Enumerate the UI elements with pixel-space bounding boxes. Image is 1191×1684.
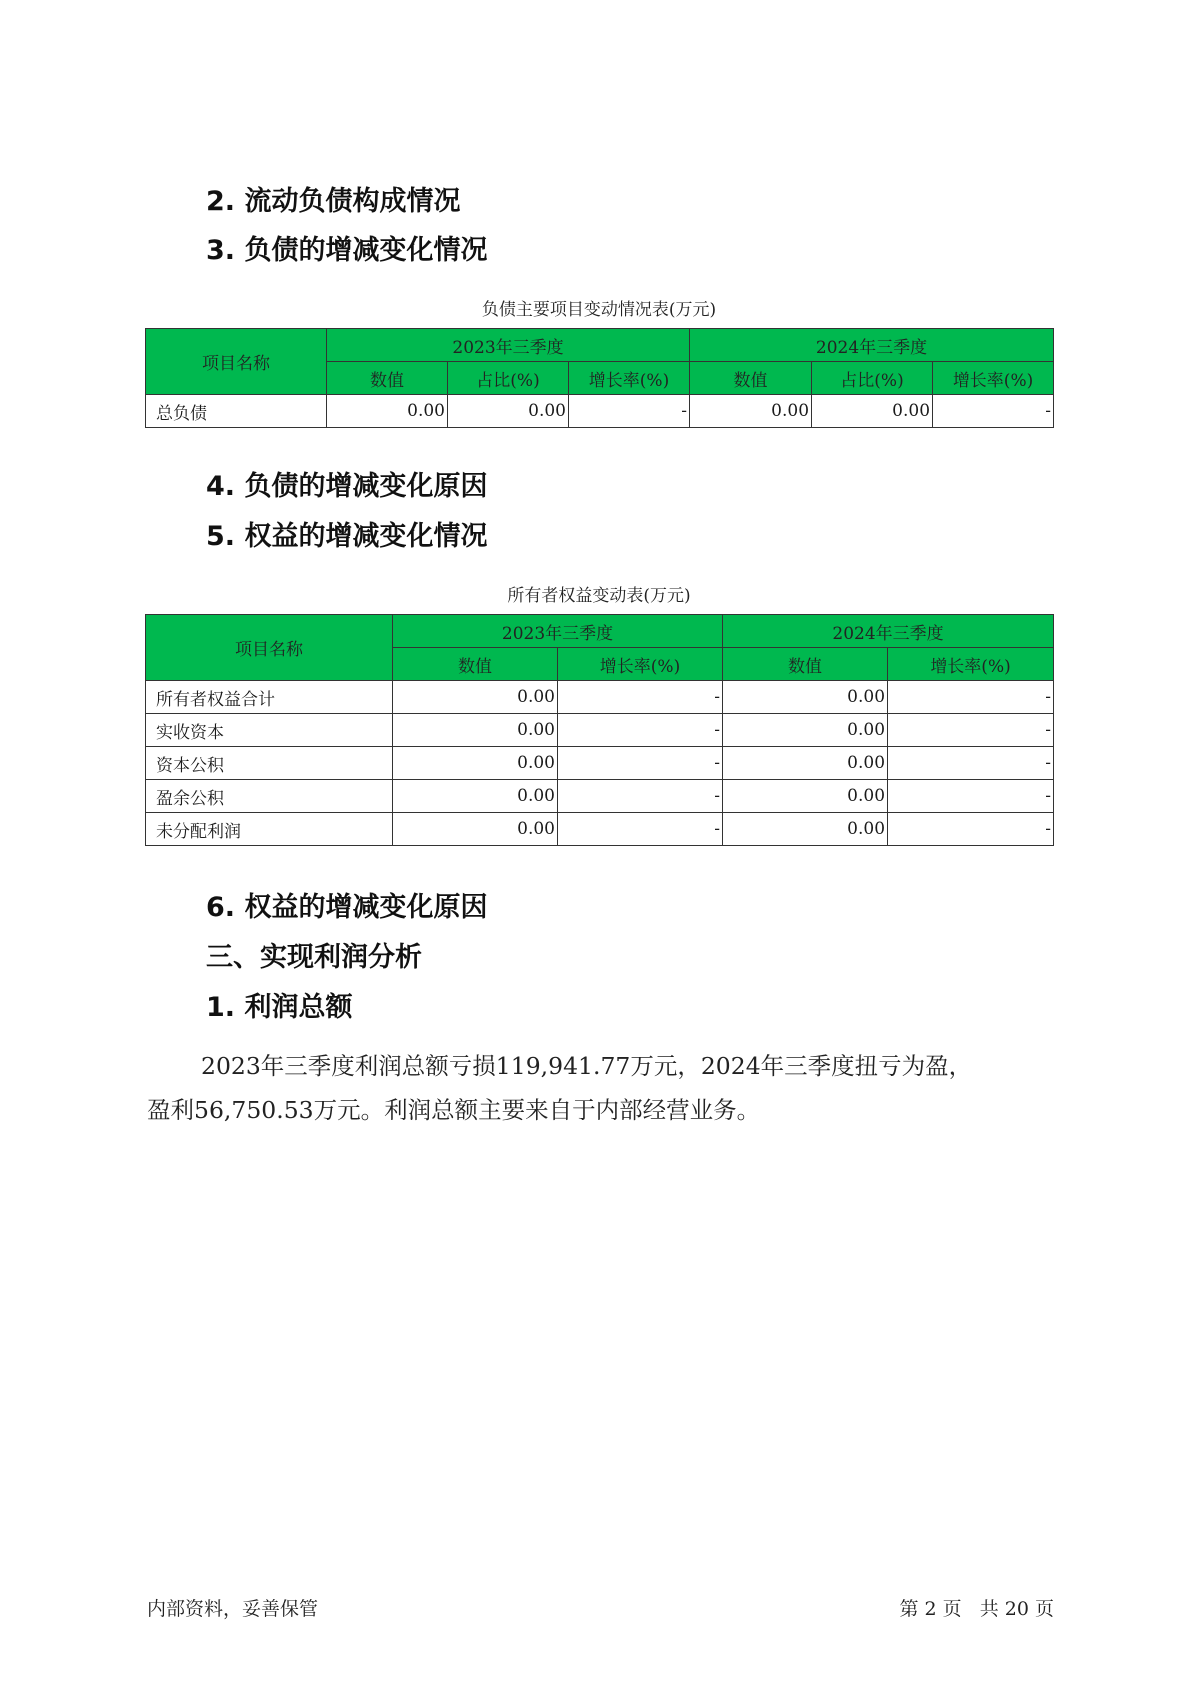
table-row	[146, 780, 1054, 813]
equity-table	[145, 614, 1054, 846]
table1-col-growth: 增长率(%)	[933, 362, 1054, 395]
table-row	[146, 813, 1054, 846]
heading-equity-changes: 5. 权益的增减变化情况	[206, 521, 488, 552]
row-name: 总负债	[146, 395, 327, 428]
row-name: 未分配利润	[146, 813, 393, 846]
cell-share: 0.00	[448, 395, 569, 428]
table-row	[146, 681, 1054, 714]
table-row	[146, 395, 1054, 428]
cell-value: 0.00	[393, 780, 558, 813]
cell-growth: -	[569, 395, 690, 428]
table1-header-period-2023: 2023年三季度	[327, 329, 690, 362]
row-name: 资本公积	[146, 747, 393, 780]
cell-value: 0.00	[393, 681, 558, 714]
table1-col-growth: 增长率(%)	[569, 362, 690, 395]
cell-growth: -	[888, 747, 1054, 780]
cell-value: 0.00	[393, 714, 558, 747]
heading-liability-reasons: 4. 负债的增减变化原因	[206, 471, 488, 502]
row-name: 实收资本	[146, 714, 393, 747]
cell-value: 0.00	[690, 395, 812, 428]
table-row	[146, 747, 1054, 780]
cell-value: 0.00	[723, 747, 888, 780]
table1-header-period-2024: 2024年三季度	[690, 329, 1054, 362]
cell-growth: -	[933, 395, 1054, 428]
table2-header-period-2023: 2023年三季度	[393, 615, 723, 648]
cell-share: 0.00	[812, 395, 933, 428]
cell-value: 0.00	[723, 780, 888, 813]
cell-growth: -	[888, 714, 1054, 747]
heading-profit-analysis: 三、实现利润分析	[206, 942, 422, 973]
cell-growth: -	[558, 780, 723, 813]
cell-growth: -	[888, 681, 1054, 714]
cell-growth: -	[558, 747, 723, 780]
table1-col-value: 数值	[690, 362, 812, 395]
table2-col-value: 数值	[393, 648, 558, 681]
table-row	[146, 714, 1054, 747]
table1-col-value: 数值	[327, 362, 448, 395]
table2-col-growth: 增长率(%)	[888, 648, 1054, 681]
liability-table	[145, 328, 1054, 428]
footer-confidential-note: 内部资料，妥善保管	[147, 1598, 319, 1620]
profit-paragraph	[147, 1044, 1057, 1132]
cell-value: 0.00	[723, 813, 888, 846]
footer-page-number: 第 2 页 共 20 页	[899, 1598, 1054, 1620]
cell-value: 0.00	[327, 395, 448, 428]
cell-value: 0.00	[393, 747, 558, 780]
table2-header-name: 项目名称	[146, 615, 393, 681]
paragraph-line-2: 盈利56,750.53万元。利润总额主要来自于内部经营业务。	[147, 1096, 761, 1124]
cell-growth: -	[888, 813, 1054, 846]
table2-col-growth: 增长率(%)	[558, 648, 723, 681]
heading-liability-changes: 3. 负债的增减变化情况	[206, 235, 488, 266]
heading-equity-reasons: 6. 权益的增减变化原因	[206, 892, 488, 923]
paragraph-line-1: 2023年三季度利润总额亏损119,941.77万元，2024年三季度扭亏为盈，	[201, 1052, 973, 1080]
table1-caption: 负债主要项目变动情况表(万元)	[481, 300, 717, 320]
cell-value: 0.00	[723, 714, 888, 747]
table1-col-share: 占比(%)	[812, 362, 933, 395]
row-name: 所有者权益合计	[146, 681, 393, 714]
table2-caption: 所有者权益变动表(万元)	[507, 586, 691, 606]
cell-growth: -	[888, 780, 1054, 813]
table2-col-value: 数值	[723, 648, 888, 681]
table2-header-period-2024: 2024年三季度	[723, 615, 1054, 648]
cell-value: 0.00	[723, 681, 888, 714]
heading-current-liabilities: 2. 流动负债构成情况	[206, 186, 461, 217]
cell-growth: -	[558, 681, 723, 714]
cell-growth: -	[558, 714, 723, 747]
table1-col-share: 占比(%)	[448, 362, 569, 395]
table1-header-name: 项目名称	[146, 329, 327, 395]
cell-growth: -	[558, 813, 723, 846]
heading-total-profit: 1. 利润总额	[206, 992, 353, 1023]
row-name: 盈余公积	[146, 780, 393, 813]
cell-value: 0.00	[393, 813, 558, 846]
